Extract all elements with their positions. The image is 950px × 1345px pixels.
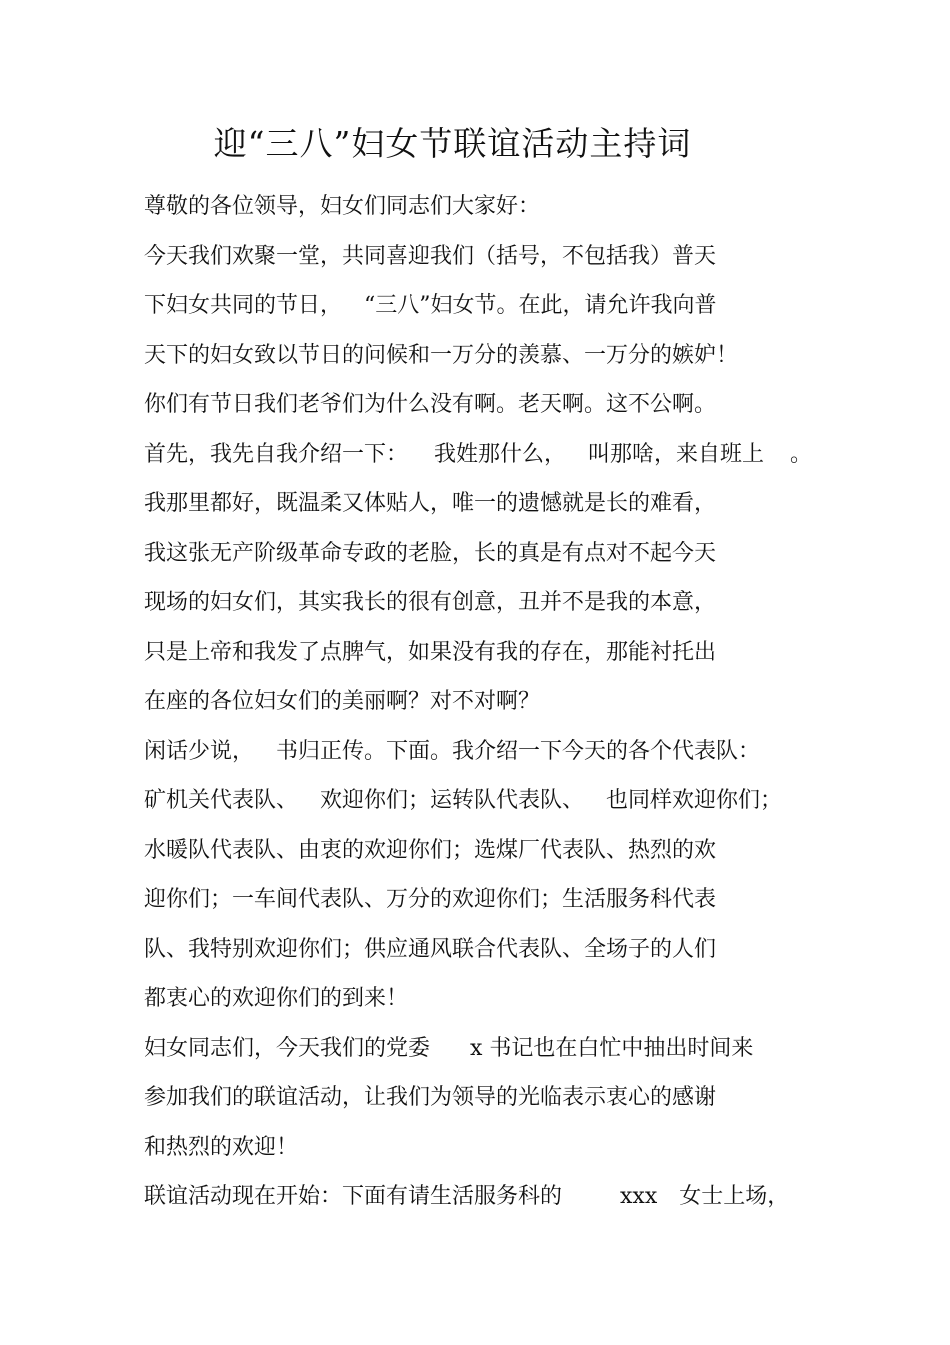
text-segment: 联谊活动现在开始：下面有请生活服务科的	[144, 1184, 563, 1209]
text-segment: 也同样欢迎你们；	[606, 788, 783, 813]
text-segment: 队、我特别欢迎你们；供应通风联合代表队、全场子的人们	[144, 936, 717, 962]
text-segment: 迎你们；一车间代表队、万分的欢迎你们；生活服务科代表	[144, 887, 717, 912]
paragraph-line	[144, 336, 904, 386]
text-segment: 下妇女共同的节日，	[144, 293, 343, 318]
text-segment: 你们有节日我们老爷们为什么没有啊。老天啊。这不公啊。	[144, 392, 717, 417]
text-segment: 都衷心的欢迎你们的到来！	[144, 986, 409, 1011]
paragraph-line	[144, 534, 904, 584]
paragraph-line	[144, 583, 904, 633]
paragraph-line	[144, 237, 904, 287]
text-segment: 尊敬的各位领导，妇女们同志们大家好：	[144, 194, 541, 219]
text-segment: 首先，我先自我介绍一下：	[144, 441, 409, 467]
paragraph-line	[144, 286, 904, 336]
text-segment: 和热烈的欢迎！	[144, 1134, 299, 1160]
text-segment: 女士上场，	[679, 1184, 790, 1209]
document-title: 迎“三八”妇女节联谊活动主持词	[213, 124, 692, 163]
text-segment: 我姓那什么，	[434, 441, 567, 467]
paragraph-line	[144, 1128, 904, 1178]
text-segment: 只是上帝和我发了点脾气，如果没有我的存在，那能衬托出	[144, 639, 717, 665]
paragraph-line	[144, 633, 904, 683]
text-segment: 水暖队代表队、由衷的欢迎你们；选煤厂代表队、热烈的欢	[144, 837, 717, 863]
paragraph-line	[144, 930, 904, 980]
text-segment: 我这张无产阶级革命专政的老脸，长的真是有点对不起今天	[144, 540, 717, 566]
paragraph-line	[144, 435, 904, 485]
text-segment: 在座的各位妇女们的美丽啊？对不对啊？	[144, 689, 541, 714]
paragraph-line	[144, 979, 904, 1029]
paragraph-line	[144, 831, 904, 881]
text-segment: 书归正传。下面。我介绍一下今天的各个代表队：	[276, 738, 761, 764]
paragraph-line	[144, 484, 904, 534]
text-segment: 矿机关代表队、	[144, 788, 299, 813]
paragraph-line	[144, 880, 904, 930]
text-segment: 我那里都好，既温柔又体贴人，唯一的遗憾就是长的难看，	[144, 491, 717, 516]
text-segment: 现场的妇女们，其实我长的很有创意，丑并不是我的本意，	[144, 590, 717, 615]
text-segment: “三八”妇女节。在此，请允许我向普	[364, 293, 717, 318]
paragraph-line	[144, 187, 904, 237]
paragraph-line	[144, 1078, 904, 1128]
text-segment: 。	[790, 441, 813, 467]
document-body	[144, 187, 904, 1227]
text-segment: x 书记也在白忙中抽出时间来	[470, 1035, 754, 1061]
paragraph-line	[144, 682, 904, 732]
text-segment: 天下的妇女致以节日的问候和一万分的羡慕、一万分的嫉妒！	[144, 342, 739, 368]
text-segment: 今天我们欢聚一堂，共同喜迎我们（括号，不包括我）普天	[144, 243, 717, 269]
paragraph-line	[144, 385, 904, 435]
text-segment: 妇女同志们，今天我们的党委	[144, 1035, 431, 1061]
paragraph-line	[144, 781, 904, 831]
paragraph-line	[144, 1177, 904, 1227]
text-segment: 闲话少说，	[144, 738, 255, 764]
text-segment: 叫那啥，来自班上	[588, 441, 765, 467]
paragraph-line	[144, 732, 904, 782]
paragraph-line	[144, 1029, 904, 1079]
text-segment: 参加我们的联谊活动，让我们为领导的光临表示衷心的感谢	[144, 1085, 717, 1110]
text-segment: 欢迎你们；运转队代表队、	[320, 788, 585, 813]
text-segment: xxx	[620, 1184, 658, 1209]
